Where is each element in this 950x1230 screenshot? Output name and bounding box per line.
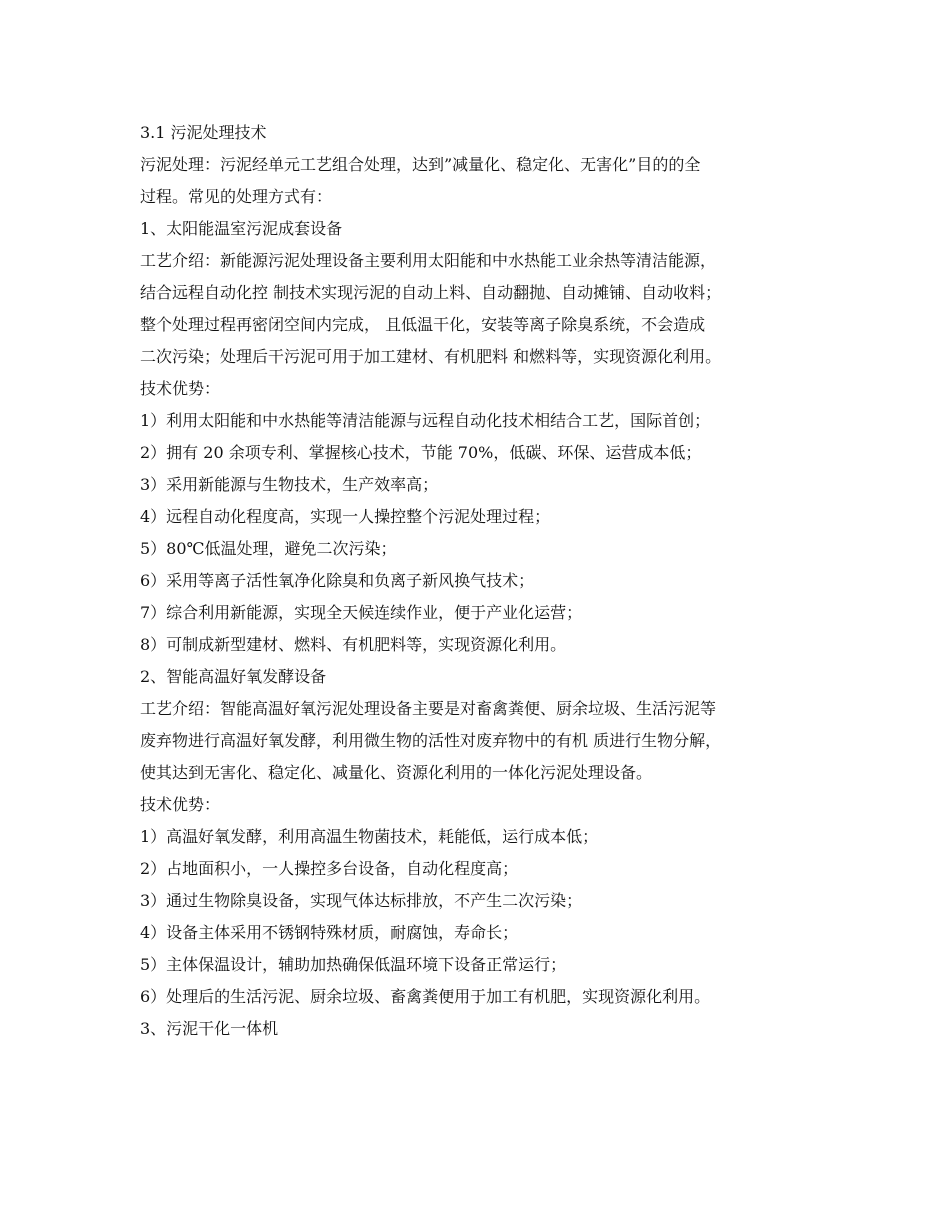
advantages-label: 技术优势： — [140, 379, 221, 398]
list-item: 1）高温好氧发酵，利用高温生物菌技术，耗能低，运行成本低； — [140, 827, 599, 846]
list-item: 6）处理后的生活污泥、厨余垃圾、畜禽粪便用于加工有机肥，实现资源化利用。 — [140, 987, 711, 1006]
advantages-label: 技术优势： — [140, 795, 221, 814]
list-item: 5）主体保温设计，辅助加热确保低温环境下设备正常运行； — [140, 955, 567, 974]
paragraph-line: 整个处理过程再密闭空间内完成， 且低温干化，安装等离子除臭系统，不会造成 — [140, 315, 706, 334]
paragraph-line: 二次污染；处理后干污泥可用于加工建材、有机肥料 和燃料等，实现资源化利用。 — [140, 347, 722, 366]
list-item: 2）拥有 20 余项专利、掌握核心技术，节能 70%，低碳、环保、运营成本低； — [140, 443, 702, 462]
paragraph-line: 工艺介绍：智能高温好氧污泥处理设备主要是对畜禽粪便、厨余垃圾、生活污泥等 — [140, 699, 717, 718]
list-item: 3）采用新能源与生物技术，生产效率高； — [140, 475, 439, 494]
document-body — [140, 117, 830, 1045]
paragraph-line: 过程。常见的处理方式有： — [140, 187, 333, 206]
list-item: 1）利用太阳能和中水热能等清洁能源与远程自动化技术相结合工艺，国际首创； — [140, 411, 711, 430]
paragraph-line: 结合远程自动化控 制技术实现污泥的自动上料、自动翻抛、自动摊铺、自动收料； — [140, 283, 722, 302]
subsection-heading: 2、智能高温好氧发酵设备 — [140, 667, 327, 686]
list-item: 4）设备主体采用不锈钢特殊材质，耐腐蚀，寿命长； — [140, 923, 519, 942]
list-item: 3）通过生物除臭设备，实现气体达标排放，不产生二次污染； — [140, 891, 583, 910]
paragraph-line: 工艺介绍：新能源污泥处理设备主要利用太阳能和中水热能工业余热等清洁能源， — [140, 251, 717, 270]
subsection-heading: 3、污泥干化一体机 — [140, 1019, 279, 1038]
paragraph-line: 使其达到无害化、稳定化、减量化、资源化利用的一体化污泥处理设备。 — [140, 763, 653, 782]
section-heading: 3.1 污泥处理技术 — [140, 123, 267, 142]
list-item: 5）80℃低温处理，避免二次污染； — [140, 539, 397, 558]
subsection-heading: 1、太阳能温室污泥成套设备 — [140, 219, 343, 238]
paragraph-line: 污泥处理：污泥经单元工艺组合处理，达到”减量化、稳定化、无害化”目的的全 — [140, 155, 701, 174]
list-item: 4）远程自动化程度高，实现一人操控整个污泥处理过程； — [140, 507, 551, 526]
list-item: 8）可制成新型建材、燃料、有机肥料等，实现资源化利用。 — [140, 635, 567, 654]
list-item: 6）采用等离子活性氧净化除臭和负离子新风换气技术； — [140, 571, 535, 590]
list-item: 7）综合利用新能源，实现全天候连续作业，便于产业化运营； — [140, 603, 583, 622]
paragraph-line: 废弃物进行高温好氧发酵，利用微生物的活性对废弃物中的有机 质进行生物分解， — [140, 731, 722, 750]
list-item: 2）占地面积小，一人操控多台设备，自动化程度高； — [140, 859, 519, 878]
